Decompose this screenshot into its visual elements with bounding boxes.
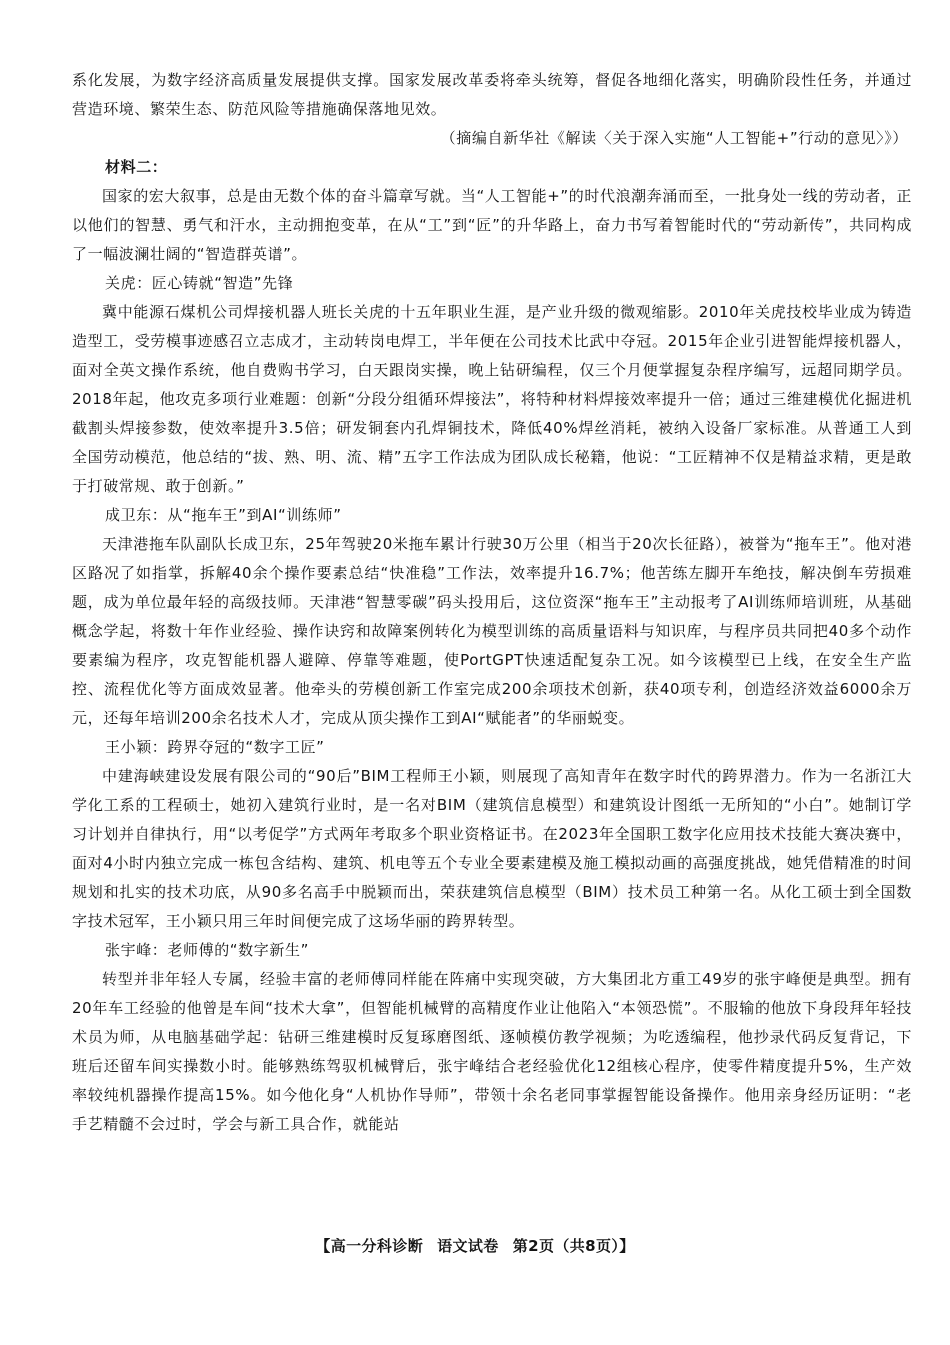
intro-paragraph: 系化发展，为数字经济高质量发展提供支撑。国家发展改革委将牵头统筹，督促各地细化落实，明确阶段性任务，并通过营造环境、繁荣生态、防范风险等措施确保落地见效。 (72, 71, 912, 118)
profile-section (72, 936, 912, 1139)
page-footer (0, 1232, 950, 1261)
material-heading: 材料二： (105, 158, 168, 176)
section-title: 成卫东：从“拖车王”到AI“训练师” (105, 506, 342, 524)
source-citation: （摘编自新华社《解读〈关于深入实施“人工智能+”行动的意见〉》） (440, 129, 908, 147)
section-title: 王小颖：跨界夺冠的“数字工匠” (105, 738, 325, 756)
document-page (72, 66, 912, 1139)
profile-section (72, 733, 912, 936)
footer-exam-name: 【高一分科诊断 (315, 1237, 424, 1255)
profile-section (72, 269, 912, 501)
section-title: 张宇峰：老师傅的“数字新生” (105, 941, 309, 959)
section-body: 天津港拖车队副队长成卫东，25年驾驶20米拖车累计行驶30万公里（相当于20次长征路），被誉为“拖车王”。他对港区路况了如指掌，拆解40余个操作要素总结“快准稳”工作法，效率提升16.7%；他苦练左脚开车绝技，解决倒车劳损难题，成为单位最年轻的高级技师。天津港“智慧零碳”码头投用后，这位资深“拖车王”主动报考了AI训练师培训班，从基础概念学起，将数十年作业经验、操作诀窍和故障案例转化为模型训练的高质量语料与知识库，与程序员共同把40多个动作要素编为程序，攻克智能机器人避障、停靠等难题，使PortGPT快速适配复杂工况。如今该模型已上线，在安全生产监控、流程优化等方面成效显著。他牵头的劳模创新工作室完成200余项技术创新，获40项专利，创造经济效益6000余万元，还每年培训200余名技术人才，完成从顶尖操作工到AI“赋能者”的华丽蜕变。 (72, 535, 912, 727)
lead-paragraph: 国家的宏大叙事，总是由无数个体的奋斗篇章写就。当“人工智能+”的时代浪潮奔涌而至，一批身处一线的劳动者，正以他们的智慧、勇气和汗水，主动拥抱变革，在从“工”到“匠”的升华路上，奋力书写着智能时代的“劳动新传”，共同构成了一幅波澜壮阔的“智造群英谱”。 (72, 187, 912, 263)
footer-subject: 语文试卷 (437, 1237, 499, 1255)
profile-section (72, 501, 912, 733)
section-title: 关虎：匠心铸就“智造”先锋 (105, 274, 294, 292)
section-body: 转型并非年轻人专属，经验丰富的老师傅同样能在阵痛中实现突破，方大集团北方重工49岁的张宇峰便是典型。拥有20年车工经验的他曾是车间“技术大拿”，但智能机械臂的高精度作业让他陷入“本领恐慌”。不服输的他放下身段拜年轻技术员为师，从电脑基础学起：钻研三维建模时反复琢磨图纸、逐帧模仿教学视频；为吃透编程，他抄录代码反复背记，下班后还留车间实操数小时。能够熟练驾驭机械臂后，张宇峰结合老经验优化12组核心程序，使零件精度提升5%，生产效率较纯机器操作提高15%。如今他化身“人机协作导师”，带领十余名老同事掌握智能设备操作。他用亲身经历证明：“老手艺精髓不会过时，学会与新工具合作，就能站 (72, 970, 912, 1133)
section-body: 中建海峡建设发展有限公司的“90后”BIM工程师王小颖，则展现了高知青年在数字时代的跨界潜力。作为一名浙江大学化工系的工程硕士，她初入建筑行业时，是一名对BIM（建筑信息模型）和建筑设计图纸一无所知的“小白”。她制订学习计划并自律执行，用“以考促学”方式两年考取多个职业资格证书。在2023年全国职工数字化应用技术技能大赛决赛中，面对4小时内独立完成一栋包含结构、建筑、机电等五个专业全要素建模及施工模拟动画的高强度挑战，她凭借精准的时间规划和扎实的技术功底，从90多名高手中脱颖而出，荣获建筑信息模型（BIM）技术员工种第一名。从化工硕士到全国数字技术冠军，王小颖只用三年时间便完成了这场华丽的跨界转型。 (72, 767, 912, 930)
footer-page-number: 第2页（共8页）】 (512, 1237, 635, 1255)
section-body: 冀中能源石煤机公司焊接机器人班长关虎的十五年职业生涯，是产业升级的微观缩影。2010年关虎技校毕业成为铸造造型工，受劳模事迹感召立志成才，主动转岗电焊工，半年便在公司技术比武中夺冠。2015年企业引进智能焊接机器人，面对全英文操作系统，他自费购书学习，白天跟岗实操，晚上钻研编程，仅三个月便掌握复杂程序编写，远超同期学员。2018年起，他攻克多项行业难题：创新“分段分组循环焊接法”，将特种材料焊接效率提升一倍；通过三维建模优化掘进机截割头焊接参数，使效率提升3.5倍；研发铜套内孔焊铜技术，降低40%焊丝消耗，被纳入设备厂家标准。从普通工人到全国劳动模范，他总结的“拔、熟、明、流、精”五字工作法成为团队成长秘籍，他说：“工匠精神不仅是精益求精，更是敢于打破常规、敢于创新。” (72, 303, 912, 495)
